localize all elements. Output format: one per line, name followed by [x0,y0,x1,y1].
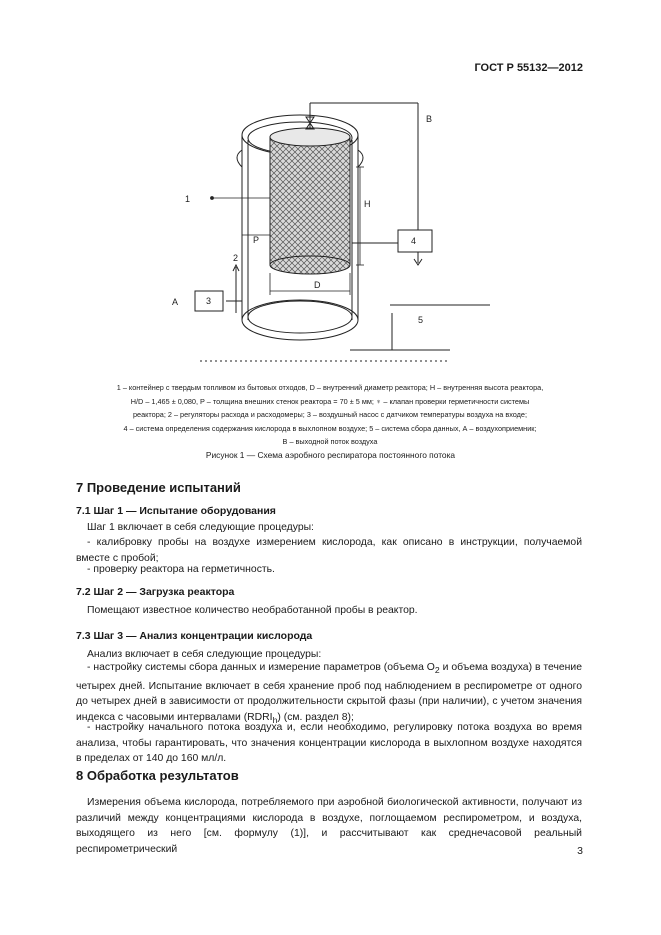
section-7-3-item [76,660,582,728]
section-7-3-title: 7.3 Шаг 3 — Анализ концентрации кислорода [76,630,313,642]
section-7-3-item: - настройку начального потока воздуха и, если необходимо, регулировку потока воздуха во время анализа, чтобы гарантировать, что значения концентрации кислорода в выхлопном воздухе находятся в пределах от 140 до 160 мл/л. [76,722,582,764]
section-8-title: 8 Обработка результатов [76,768,239,783]
respirator-diagram [160,95,490,370]
label-D: D [314,280,321,290]
document-number: ГОСТ Р 55132—2012 [474,62,583,74]
label-B: В [426,114,433,124]
label-2: 2 [233,253,239,263]
page-number: 3 [577,845,583,857]
section-8-text: Измерения объема кислорода, потребляемого при аэробной биологической активности, получают из различий между концентрациями кислорода в воздухе, поглощаемом респирометром, и воздуха, выходящего из него [см. формулу (1)], и рассчитывают как среднечасовой реальный респирометрический [76,797,582,855]
figure-legend [40,381,620,449]
legend-line: реактора; 2 – регуляторы расхода и расходомеры; 3 – воздушный насос с датчиком температуры воздуха на входе; [132,410,528,419]
item-text: и объема воздуха) в течение четырех дней. Испытание включает в себя хранение проб под наблюдением в респирометре от одного до четырех дней в зависимости от продолжительности скрытой фазы (при наличии), с учетом значения индекса с часовыми интервалами (RDRI [76,662,582,723]
fuel-container [270,128,350,274]
label-4: 4 [411,236,417,246]
section-7-1-item: - проверку реактора на герметичность. [87,564,275,575]
section-7-1-intro: Шаг 1 включает в себя следующие процедуры: [87,522,314,533]
section-7-1-title: 7.1 Шаг 1 — Испытание оборудования [76,505,276,517]
subscript: h [272,714,278,725]
section-7-1-item: - калибровку пробы на воздухе измерением кислорода, как описано в инструкции, получаемой вместе с пробой; [76,537,582,564]
label-1: 1 [185,194,191,204]
section-7-2-title: 7.2 Шаг 2 — Загрузка реактора [76,586,235,598]
legend-line: В – выходной поток воздуха [282,437,378,446]
legend-line: 4 – система определения содержания кислорода в выхлопном воздухе; 5 – система сбора данных, А – воздухоприемник; [123,423,537,433]
label-3: 3 [206,296,212,306]
label-5: 5 [418,315,424,325]
label-P: P [253,235,260,245]
label-H: H [364,199,371,209]
legend-line: H/D – 1,465 ± 0,080, P – толщина внешних стенок реактора = 70 ± 5 мм; ♆ – клапан проверки герметичности системы [130,396,530,406]
figure-caption: Рисунок 1 — Схема аэробного респиратора постоянного потока [205,450,456,460]
subscript: 2 [434,665,440,676]
item-text: ) (см. раздел 8); [277,711,354,723]
section-7-3-intro: Анализ включает в себя следующие процедуры: [87,649,322,660]
label-A: А [172,297,179,307]
section-7-2-text: Помещают известное количество необработанной пробы в реактор. [87,605,418,616]
item-text: - настройку системы сбора данных и измерение параметров (объема O [87,662,435,673]
legend-line: 1 – контейнер с твердым топливом из бытовых отходов, D – внутренний диаметр реактора; H – внутренняя высота реактора, [116,383,544,392]
section-7-title: 7 Проведение испытаний [76,480,241,495]
